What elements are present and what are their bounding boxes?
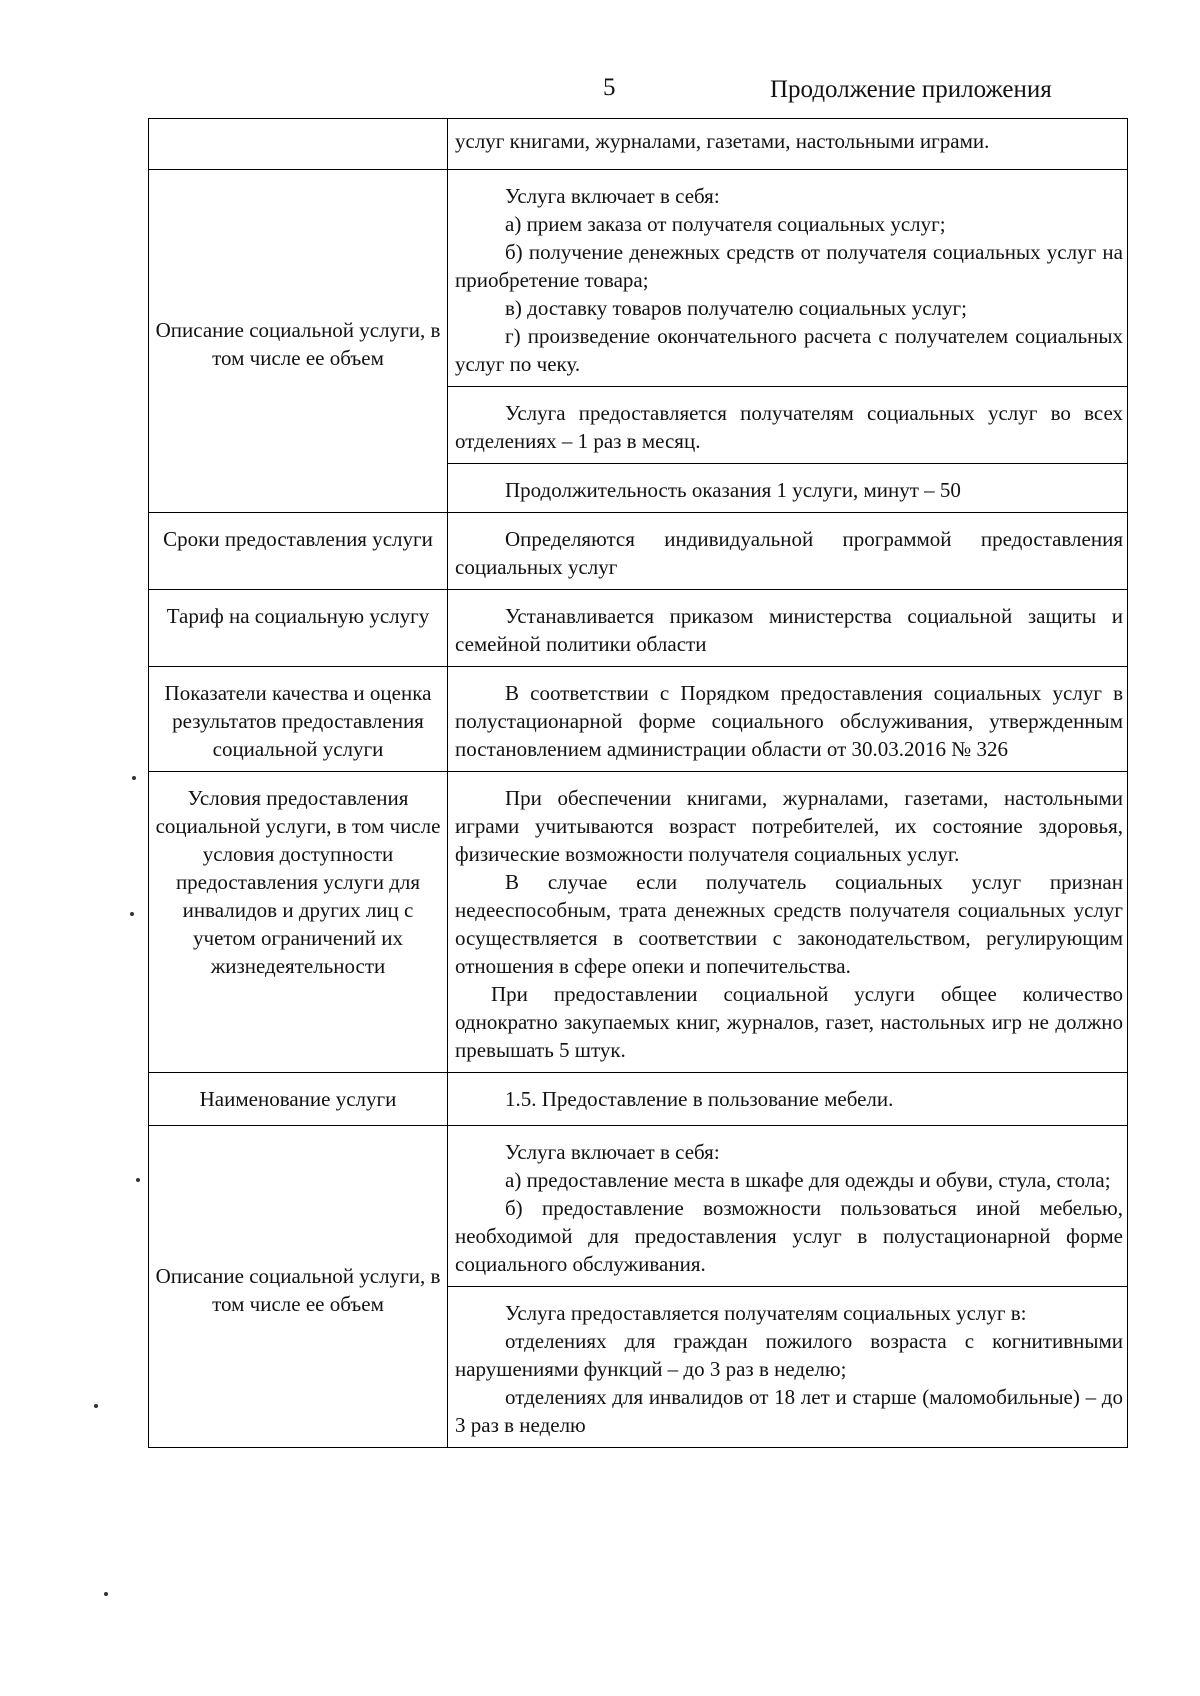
- list-item: б) получение денежных средств от получателя социальных услуг на приобретение товара;: [455, 240, 1123, 292]
- list-item: отделениях для инвалидов от 18 лет и старше (маломобильные) – до 3 раз в неделю: [455, 1385, 1123, 1437]
- paragraph: В соответствии с Порядком предоставления социальных услуг в полустационарной форме социального обслуживания, утвержденным постановлением администрации области от 30.03.2016 № 326: [455, 681, 1123, 761]
- row-value: [448, 772, 1128, 1073]
- continuation-title: Продолжение приложения: [770, 76, 1052, 103]
- paragraph: Услуга предоставляется получателям социальных услуг в:: [505, 1301, 1027, 1325]
- page-number: 5: [603, 74, 616, 101]
- row-value: [448, 513, 1128, 590]
- row-label-empty: [149, 119, 448, 170]
- row-label: Описание социальной услуги, в том числе ее объем: [149, 1126, 448, 1448]
- services-table: [148, 118, 1128, 1448]
- service-frequency: [448, 386, 1127, 463]
- scan-speck: [104, 1592, 108, 1596]
- paragraph: При предоставлении социальной услуги общее количество однократно закупаемых книг, журналов, газет, настольных игр не должно превышать 5 штук.: [455, 982, 1123, 1062]
- row-label: Условия предоставления социальной услуги, в том числе условия доступности предоставления услуги для инвалидов и других лиц с учетом ограничений их жизнедеятельности: [149, 772, 448, 1073]
- list-item: а) предоставление места в шкафе для одежды и обуви, стула, стола;: [505, 1168, 1111, 1192]
- table-row: [149, 667, 1128, 772]
- list-item: а) прием заказа от получателя социальных услуг;: [505, 212, 946, 236]
- row-label: Тариф на социальную услугу: [149, 590, 448, 667]
- scan-speck: [132, 776, 136, 780]
- row-value: [448, 119, 1128, 170]
- paragraph: В случае если получатель социальных услуг признан недееспособным, трата денежных средств получателя социальных услуг осуществляется в соответствии с законодательством, регулирующим отношения в сфере опеки и попечительства.: [455, 870, 1123, 978]
- table-row: [149, 170, 1128, 513]
- scan-speck: [130, 912, 134, 916]
- paragraph: Услуга предоставляется получателям социальных услуг во всех отделениях – 1 раз в месяц.: [455, 401, 1123, 453]
- continued-text: услуг книгами, журналами, газетами, настольными играми.: [455, 129, 990, 153]
- row-value: [448, 170, 1128, 513]
- service-frequency: [448, 1286, 1127, 1447]
- row-value: [448, 667, 1128, 772]
- table-row: [149, 1073, 1128, 1126]
- row-label: Описание социальной услуги, в том числе ее объем: [149, 170, 448, 513]
- list-item: в) доставку товаров получателю социальных услуг;: [505, 296, 967, 320]
- paragraph: Продолжительность оказания 1 услуги, минут – 50: [505, 478, 961, 502]
- paragraph: Определяются индивидуальной программой предоставления социальных услуг: [455, 527, 1123, 579]
- service-duration: [448, 463, 1127, 512]
- table-row: [149, 1126, 1128, 1448]
- row-label: Показатели качества и оценка результатов предоставления социальной услуги: [149, 667, 448, 772]
- row-value: [448, 1126, 1128, 1448]
- row-value: [448, 1073, 1128, 1126]
- service-contents: [448, 1126, 1127, 1286]
- list-item: отделениях для граждан пожилого возраста с когнитивными нарушениями функций – до 3 раз в неделю;: [455, 1329, 1123, 1381]
- table-row: [149, 119, 1128, 170]
- paragraph: Услуга включает в себя:: [505, 184, 720, 208]
- service-name: 1.5. Предоставление в пользование мебели.: [505, 1087, 894, 1111]
- row-label: Сроки предоставления услуги: [149, 513, 448, 590]
- table-row: [149, 590, 1128, 667]
- scan-speck: [94, 1404, 98, 1408]
- table-row: [149, 772, 1128, 1073]
- page-header: [0, 74, 1200, 114]
- paragraph: Устанавливается приказом министерства социальной защиты и семейной политики области: [455, 604, 1123, 656]
- table-row: [149, 513, 1128, 590]
- service-contents: [448, 170, 1127, 386]
- list-item: б) предоставление возможности пользоваться иной мебелью, необходимой для предоставления услуг в полустационарной форме социального обслуживания.: [455, 1196, 1123, 1276]
- paragraph: При обеспечении книгами, журналами, газетами, настольными играми учитываются возраст потребителей, их состояние здоровья, физические возможности получателя социальных услуг.: [455, 786, 1123, 866]
- row-value: [448, 590, 1128, 667]
- paragraph: Услуга включает в себя:: [505, 1140, 720, 1164]
- list-item: г) произведение окончательного расчета с получателем социальных услуг по чеку.: [455, 324, 1123, 376]
- scan-speck: [136, 1178, 140, 1182]
- row-label: Наименование услуги: [149, 1073, 448, 1126]
